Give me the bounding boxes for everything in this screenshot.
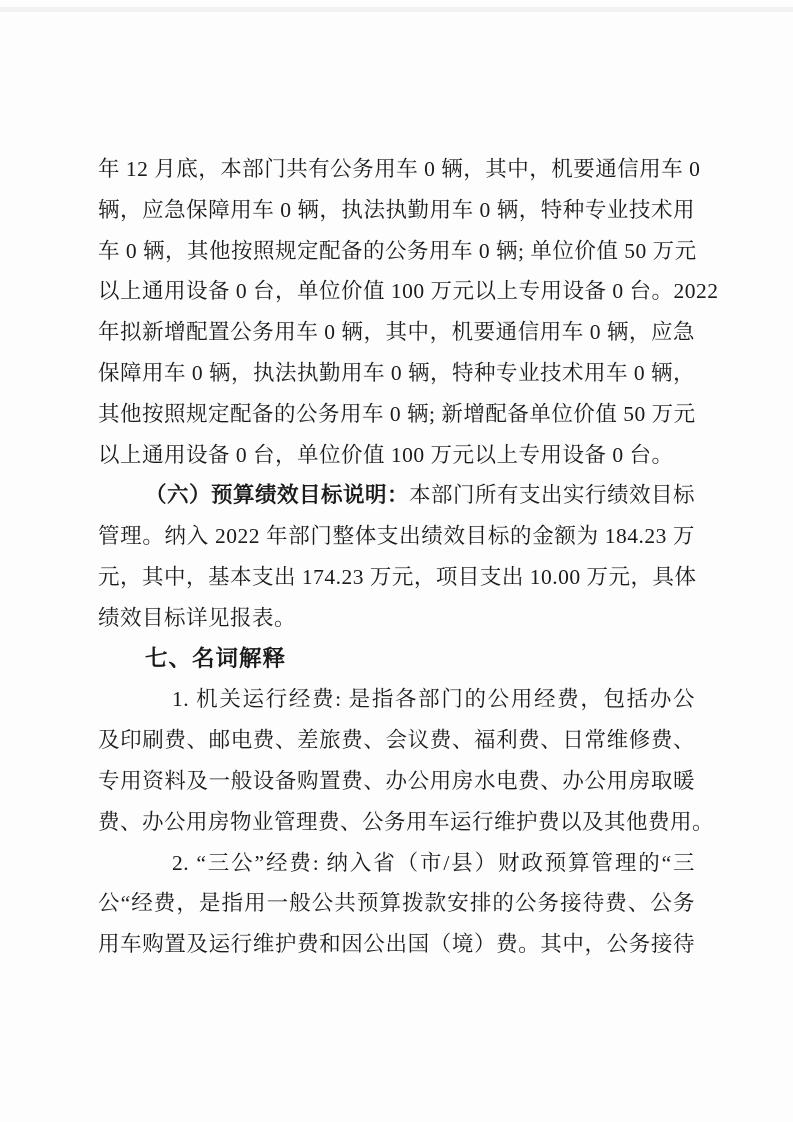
body-line: 用车购置及运行维护费和因公出国（境）费。其中，公务接待 [98, 932, 695, 957]
body-line: 以上通用设备 0 台，单位价值 100 万元以上专用设备 0 台。2022 [98, 279, 719, 304]
body-line: 年拟新增配置公务用车 0 辆，其中，机要通信用车 0 辆，应急 [98, 320, 695, 345]
body-line: 辆，应急保障用车 0 辆，执法执勤用车 0 辆，特种专业技术用 [98, 197, 695, 222]
body-line [98, 475, 695, 516]
paragraph-performance-targets [98, 475, 695, 638]
body-line: 2. “三公”经费: 纳入省（市/县）财政预算管理的“三 [172, 850, 695, 875]
scan-artifact-band [0, 7, 793, 12]
body-line: 管理。纳入 2022 年部门整体支出绩效目标的金额为 184.23 万 [98, 524, 695, 549]
body-line: 元，其中，基本支出 174.23 万元，项目支出 10.00 万元，具体 [98, 564, 697, 589]
body-line: 年 12 月底，本部门共有公务用车 0 辆，其中，机要通信用车 0 [98, 157, 701, 181]
body-line: 专用资料及一般设备购置费、办公用房水电费、办公用房取暖 [98, 768, 695, 793]
section-heading-glossary: 七、名词解释 [145, 645, 287, 672]
paragraph-vehicle-config [98, 149, 719, 475]
body-line: 费、办公用房物业管理费、公务用车运行维护费以及其他费用。 [98, 809, 715, 834]
body-line: 公“经费，是指用一般公共预算拨款安排的公务接待费、公务 [98, 891, 695, 916]
body-line: 其他按照规定配备的公务用车 0 辆; 新增配备单位价值 50 万元 [98, 401, 696, 426]
body-line: 车 0 辆，其他按照规定配备的公务用车 0 辆; 单位价值 50 万元 [98, 238, 697, 263]
body-line: 1. 机关运行经费: 是指各部门的公用经费，包括办公 [172, 687, 695, 712]
body-line: 及印刷费、邮电费、差旅费、会议费、福利费、日常维修费、 [98, 728, 695, 753]
document-body [98, 149, 719, 965]
paragraph-term-operating-funds [98, 679, 715, 842]
performance-targets-lead-label: （六）预算绩效目标说明： [145, 483, 410, 508]
body-line: 保障用车 0 辆，执法执勤用车 0 辆，特种专业技术用车 0 辆， [98, 360, 696, 385]
body-line: 以上通用设备 0 台，单位价值 100 万元以上专用设备 0 台。 [98, 442, 674, 467]
performance-targets-lead-text: 本部门所有支出实行绩效目标 [409, 483, 696, 508]
paragraph-term-three-public-funds [98, 843, 695, 965]
body-line: 绩效目标详见报表。 [98, 605, 297, 630]
